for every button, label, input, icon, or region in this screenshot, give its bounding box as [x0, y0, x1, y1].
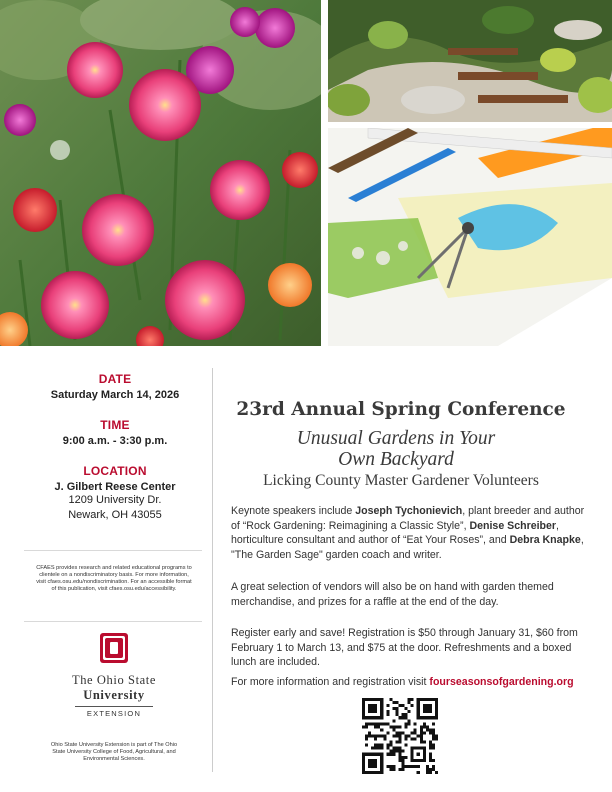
date-value: Saturday March 14, 2026: [50, 389, 180, 401]
divider: [24, 550, 202, 551]
osu-extension-logo: [36, 632, 192, 718]
rock-garden-photo: [328, 0, 612, 122]
column-divider: [212, 368, 213, 772]
osu-wordmark-line1: The Ohio State: [71, 673, 157, 687]
divider: [24, 621, 202, 622]
location-label: LOCATION: [83, 464, 147, 478]
speaker-name: Denise Schreiber: [469, 519, 557, 532]
subtitle-line1: Unusual Gardens in Your: [296, 428, 496, 449]
dahlia-flowers-photo: [0, 0, 321, 346]
osu-extension-label: EXTENSION: [86, 709, 142, 718]
speaker-name: Debra Knapke: [509, 534, 581, 547]
garden-plan-drawing-photo: [328, 128, 612, 346]
time-value: 9:00 a.m. - 3:30 p.m.: [62, 435, 168, 447]
conference-subtitle: [230, 428, 562, 470]
date-label: DATE: [98, 372, 132, 386]
osu-wordmark-line2: University: [83, 688, 145, 702]
event-details: [24, 372, 206, 523]
osu-extension-note: Ohio State University Extension is part of The Ohio State University College of Food, Agricultural, and Environmental Sciences.: [50, 742, 178, 762]
subtitle-line2: Own Backyard: [338, 449, 454, 470]
keynote-paragraph: Keynote speakers include Joseph Tychonievich, plant breeder and author of “Rock Gardening: Reimagining a Classic Style”, Denise Schreiber, horticulture consultant and author of “Eat Your Roses”, and Debra Knapke, "The Garden Sage" garden coach and writer.: [231, 505, 585, 561]
address-line2: Newark, OH 43055: [68, 509, 162, 521]
nondiscrimination-statement: CFAES provides research and related educational programs to clientele on a nondiscriminatory basis. For more information, visit cfaes.osu.edu/nondiscrimination. For an accessible format of this publication, visit cfaes.osu.edu/accessibility.: [36, 565, 192, 592]
website-link[interactable]: fourseasonsofgardening.org: [429, 676, 574, 688]
vendors-paragraph: A great selection of vendors will also be on hand with garden themed merchandise, and prizes for a raffle at the end of the day.: [231, 581, 554, 608]
venue-name: J. Gilbert Reese Center: [54, 481, 176, 493]
conference-title: 23rd Annual Spring Conference: [236, 399, 566, 420]
speaker-name: Joseph Tychonievich: [355, 505, 463, 517]
block-o-icon: [99, 632, 129, 664]
more-info-line: For more information and registration visit fourseasonsofgardening.org: [231, 676, 574, 688]
organizer-name: Licking County Master Gardener Volunteers: [263, 472, 539, 489]
address-line1: 1209 University Dr.: [68, 494, 162, 506]
time-label: TIME: [100, 418, 130, 432]
qr-code[interactable]: [362, 698, 438, 774]
registration-paragraph: Register early and save! Registration is $50 through January 31, $60 from February 1 to March 13, and $75 at the door. Refreshments and a boxed lunch are included.: [231, 627, 578, 669]
